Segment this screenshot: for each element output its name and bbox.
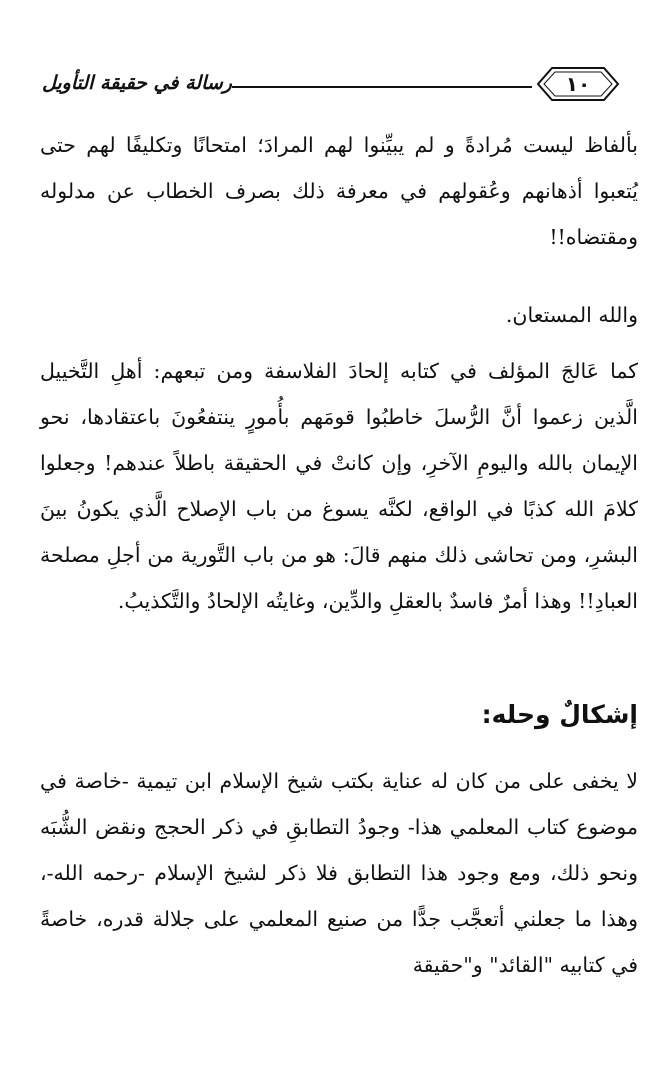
page-number-badge (534, 62, 622, 106)
page-header (20, 62, 640, 106)
paragraph-2: والله المستعان. (505, 303, 638, 327)
section-heading: إشكالٌ وحله: (481, 700, 638, 729)
running-title: رسالة في حقيقة التأويل (42, 72, 232, 94)
paragraph-1: بألفاظ ليست مُرادةً و لم يبيِّنوا لهم المرادَ؛ امتحانًا وتكليفًا لهم حتى يُتعبوا أذهانهم وعُقولهم في معرفة ذلك بصرف الخطاب عن مدلوله ومقتضاه!! (40, 133, 638, 249)
header-rule (232, 86, 532, 88)
page-number: ١٠ (565, 72, 591, 96)
paragraph-3: كما عَالجَ المؤلف في كتابه إلحادَ الفلاسفة ومن تبعهم: أهلِ التَّخييل الَّذين زعموا أنَّ الرُّسلَ خاطبُوا قومَهم بأُمورٍ ينتفعُونَ باعتقادها، نحو الإيمان بالله واليومِ الآخرِ، وإن كانتْ في الحقيقة باطلاً عندهم! وجعلوا كلامَ الله كذبًا في الواقع، لكنَّه يسوغ من باب الإصلاح الَّذي يكونُ بينَ البشرِ، ومن تحاشى ذلك منهم قالَ: هو من باب التَّورية من أجلِ مصلحة العبادِ!! وهذا أمرٌ فاسدٌ بالعقلِ والدِّين، وغايتُه الإلحادُ والتَّكذيبُ. (40, 359, 638, 613)
paragraph-4: لا يخفى على من كان له عناية بكتب شيخ الإسلام ابن تيمية -خاصة في موضوع كتاب المعلمي هذا- وجودُ التطابقِ في ذكر الحجج ونقض الشُّبَه ونحو ذلك، ومع وجود هذا التطابق فلا ذكر لشيخ الإسلام -رحمه الله-، وهذا ما جعلني أتعجَّب جدًّا من صنيع المعلمي على جلالة قدره، خاصةً في كتابيه "القائد" و"حقيقة (40, 769, 638, 977)
